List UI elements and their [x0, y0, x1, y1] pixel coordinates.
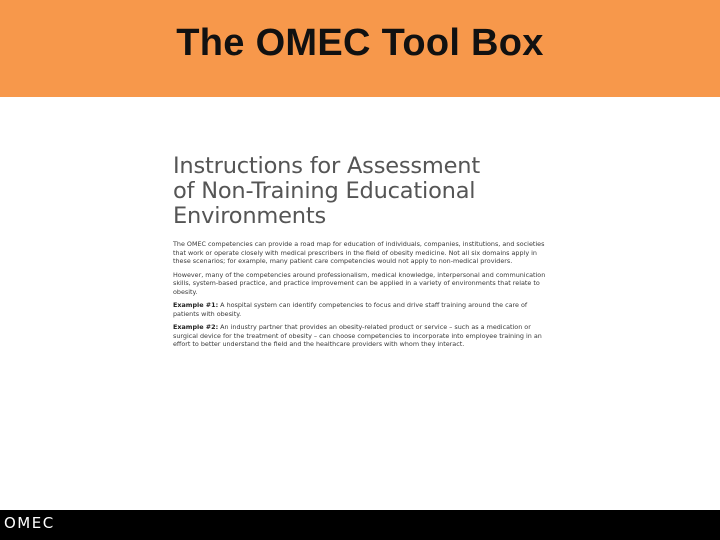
example-label: Example #2:: [173, 323, 219, 331]
document-paragraph: [173, 271, 553, 297]
paragraph-text: A hospital system can identify competencies to focus and drive staff training around the care of patients with obesity.: [173, 301, 528, 318]
document-heading-line: of Non-Training Educational: [173, 178, 476, 204]
document-image: [165, 148, 560, 398]
document-paragraph: [173, 323, 553, 349]
document-heading: [173, 154, 560, 229]
paragraph-text: The OMEC competencies can provide a road map for education of individuals, companies, institutions, and societies that work or operate closely with medical prescribers in the field of obesity medicine. Not all six domains apply in these scenarios; for example, many patient care competencies would not apply to non-medical providers.: [173, 240, 545, 265]
document-heading-line: Instructions for Assessment: [173, 153, 480, 179]
document-paragraph: [173, 301, 553, 318]
title-bar: [0, 0, 720, 97]
paragraph-text: An industry partner that provides an obesity-related product or service – such as a medication or surgical device for the treatment of obesity – can choose competencies to incorporate into employee training in an effort to better understand the field and the healthcare providers with whom they interact.: [173, 323, 542, 348]
omec-logo: OMEC: [4, 514, 55, 532]
slide-title: The OMEC Tool Box: [176, 22, 544, 64]
document-body: [173, 240, 553, 349]
document-paragraph: [173, 240, 553, 266]
paragraph-text: However, many of the competencies around professionalism, medical knowledge, interpersonal and communication skills, system-based practice, and practice improvement can be applied in a variety of environments that relate to obesity.: [173, 270, 546, 296]
example-label: Example #1:: [173, 301, 219, 309]
footer-bar: [0, 510, 720, 540]
document-heading-line: Environments: [173, 203, 326, 229]
